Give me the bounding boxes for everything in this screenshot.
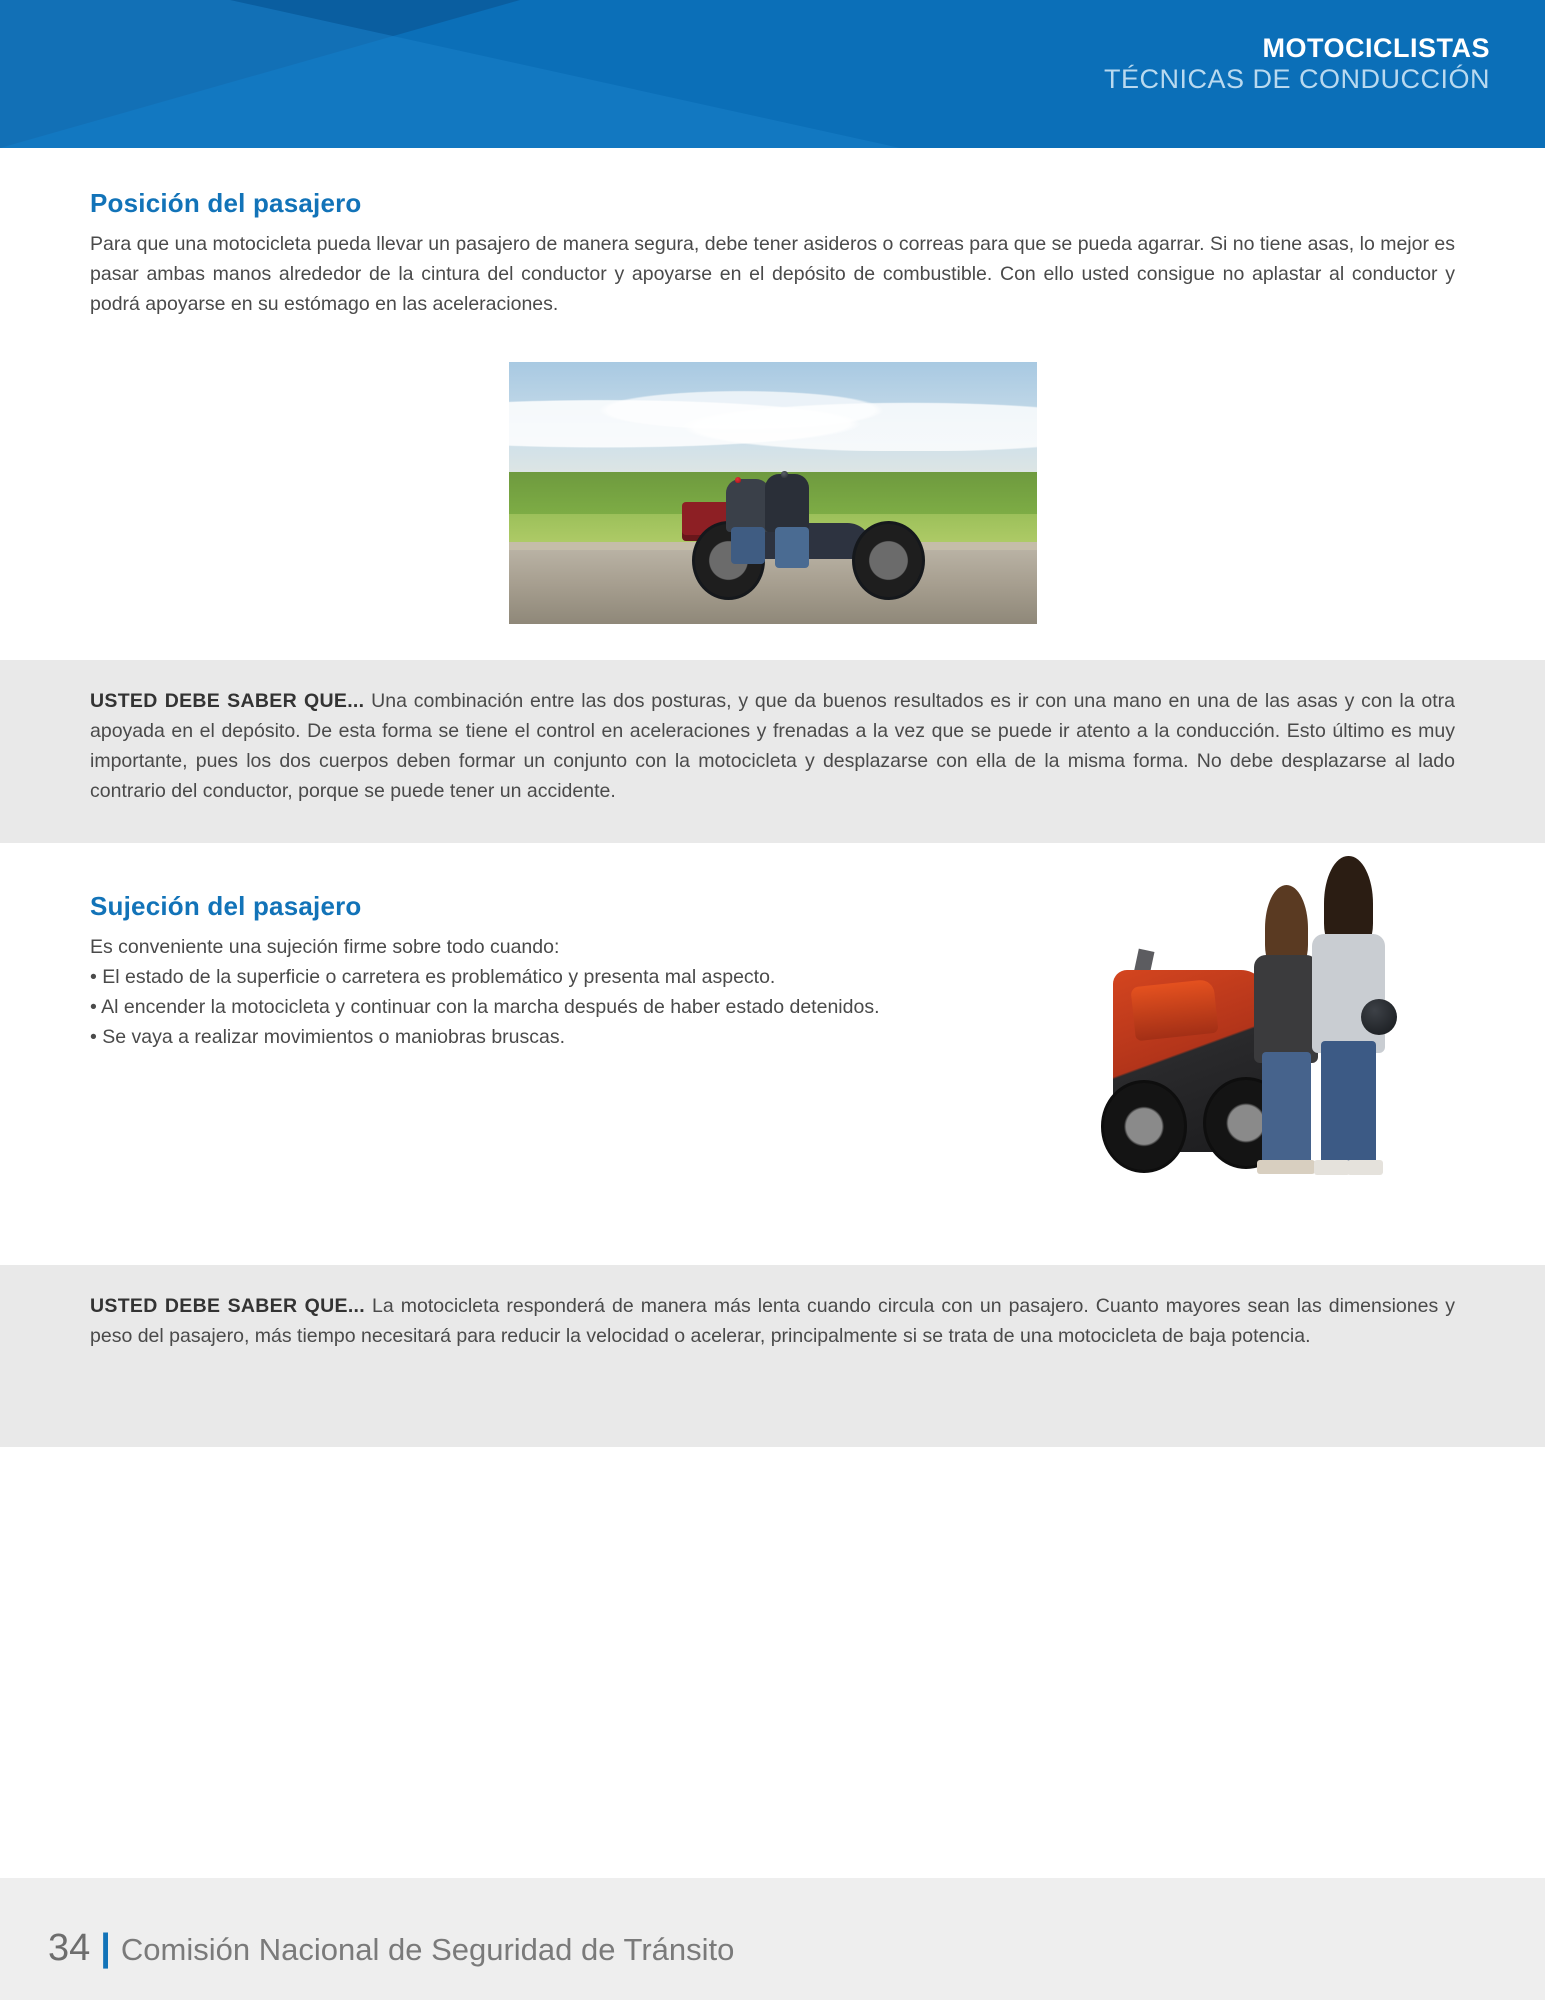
section-posicion-del-pasajero: [0, 148, 1545, 320]
photo2-held-helmet: [1361, 999, 1397, 1035]
section-title-2: Sujeción del pasajero: [90, 890, 362, 921]
callout-2-kicker: USTED DEBE SABER QUE...: [90, 1294, 365, 1317]
photo1-front-wheel: [852, 521, 925, 600]
photo1-red-helmet: [735, 477, 742, 484]
callout-1-body: Una combinación entre las dos posturas, y que da buenos resultados es ir con una mano en una de las asas y con la otra apoyada en el depósito. De esta forma se tiene el control en aceleraciones y frenadas a la vez que se puede ir atento a la conducción. Esto último es muy importante, pues los dos cuerpos deben formar un conjunto con la motocicleta y desplazarse con ella de la misma forma. No debe desplazarse al lado contrario del conductor, porque se puede tener un accidente.: [90, 689, 1455, 803]
footer-separator: |: [100, 1927, 111, 1969]
photo2-front-wheel: [1101, 1080, 1187, 1172]
photo1-passenger: [726, 479, 770, 532]
photo1-clouds: [509, 383, 1037, 451]
photo1-dark-helmet: [781, 471, 788, 478]
photo1-passenger-legs: [731, 527, 765, 563]
section-2-bullet-1: • El estado de la superficie o carretera es problemático y presenta mal aspecto.: [90, 965, 776, 988]
photo-couple-motorcycle: [1107, 835, 1427, 1173]
photo2-man-jeans: [1321, 1041, 1376, 1166]
photo2-woman-jeans: [1262, 1052, 1311, 1166]
photo2-man-jacket: [1312, 934, 1385, 1053]
footer-organization: Comisión Nacional de Seguridad de Tránsito: [120, 1932, 735, 1967]
callout-2-body: La motocicleta responderá de manera más lenta cuando circula con un pasajero. Cuanto mayores sean las dimensiones y peso del pasajero, más tiempo necesitará para reducir la velocidad o acelerar, principalmente si se trata de una motocicleta de baja potencia.: [90, 1294, 1455, 1347]
section-2-intro: Es conveniente una sujeción firme sobre todo cuando:: [90, 935, 560, 958]
callout-2: [0, 1265, 1545, 1447]
photo1-rider: [765, 474, 809, 532]
callout-1-text: [90, 686, 1455, 807]
photo-riders-highway: [509, 362, 1037, 624]
callout-1: [0, 660, 1545, 843]
section-sujecion-del-pasajero: [0, 843, 1545, 1243]
page-number: 34: [48, 1927, 91, 1969]
photo1-rider-legs: [775, 527, 809, 568]
section-title-1: Posición del pasajero: [90, 188, 362, 218]
photo2-man-shoe-right: [1347, 1160, 1383, 1175]
photo1-motorcycle: [677, 474, 920, 595]
section-2-bullet-2: • Al encender la motocicleta y continuar con la marcha después de haber estado detenidos.: [90, 995, 880, 1018]
callout-2-text: [90, 1291, 1455, 1351]
page-footer: [0, 1878, 1545, 2000]
header-subtitle: TÉCNICAS DE CONDUCCIÓN: [1103, 64, 1490, 95]
section-2-bullet-3: • Se vaya a realizar movimientos o maniobras bruscas.: [90, 1026, 566, 1049]
header-wedge-light: [0, 0, 900, 148]
header-title: MOTOCICLISTAS: [1262, 33, 1490, 63]
header-text-group: [1104, 34, 1490, 94]
page-content: [0, 148, 1545, 1447]
figure-riders-highway: [0, 362, 1545, 624]
section-2-text-column: [90, 891, 1020, 1053]
section-paragraph-1: Para que una motocicleta pueda llevar un pasajero de manera segura, debe tener asideros o correas para que se pueda agarrar. Si no tiene asas, lo mejor es pasar ambas manos alrededor de la cintura del conductor y apoyarse en el depósito de combustible. Con ello usted consigue no aplastar al conductor y podrá apoyarse en su estómago en las aceleraciones.: [90, 233, 1455, 316]
footer-content: [48, 1927, 734, 1970]
photo2-man-shoe-left: [1314, 1160, 1350, 1175]
photo2-fuel-tank: [1130, 979, 1218, 1041]
photo2-man: [1305, 868, 1391, 1165]
callout-1-kicker: USTED DEBE SABER QUE...: [90, 689, 365, 712]
page-header: [0, 0, 1545, 148]
